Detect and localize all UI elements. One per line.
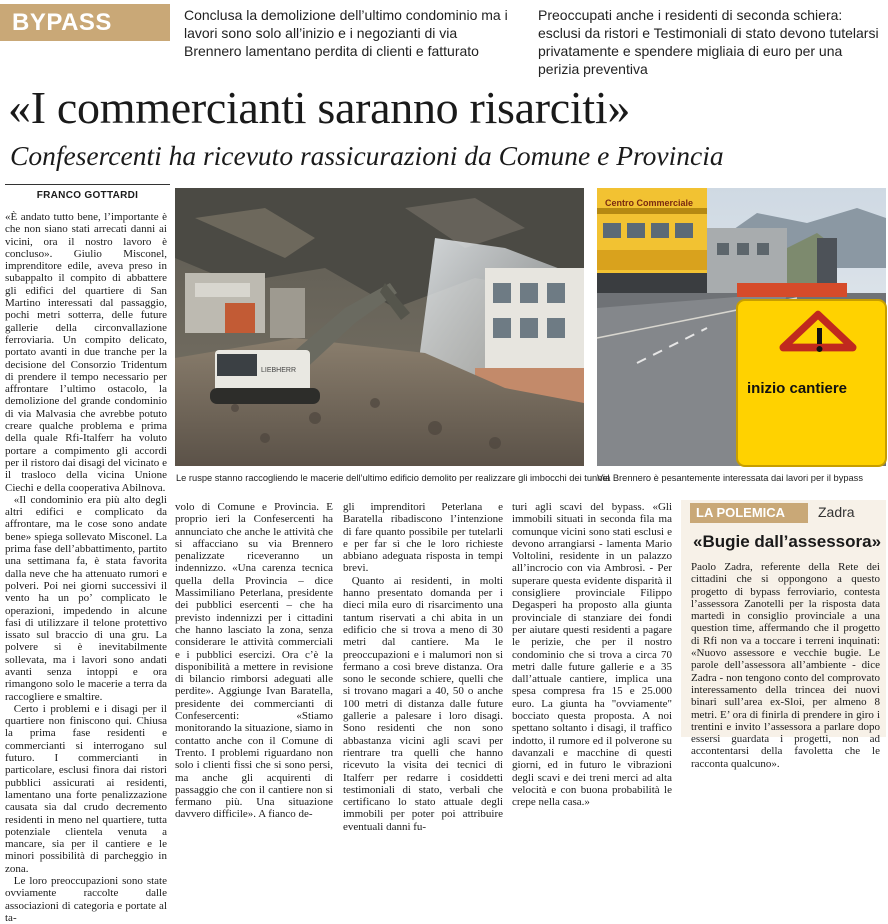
polemica-body [691, 561, 880, 770]
demolition-photo [175, 188, 584, 466]
article-column-3 [343, 501, 503, 833]
paragraph: «È andato tutto bene, l’importante è che non siano stati arrecati danni ai vicini, ora il nostro lavoro è concluso». Giulio Misconel, imprenditore edile, aveva preso in subappalto il compito di abbattere gli edifici del quartiere di San Martino interessati dal passaggio, pochi metri sotterra, delle future gallerie della circonvallazione ferroviaria. Un compito delicato, portato avanti in due tranche per la decisione del Consorzio Tridentum di prendere il tempo necessario per affrontare l’ultimo ostacolo, la demolizione del grande condominio di via Malvasia che avrebbe potuto creare qualche problema e prima della quale Rfi-Italferr ha voluto portare a compimento gli accordi per il ristoro dai disagi del vicinato e il trasloco della vicina Unione Ciechi e della cooperativa Abilnova. [5, 211, 167, 494]
paragraph: turi agli scavi del bypass. «Gli immobili situati in seconda fila ma comunque vicini sono stati esclusi e devono arrangiarsi - lamenta Mario Voltolini, residente in un palazzo all’incrocio con via Ambrosi. - Per superare questa evidente disparità il consigliere provinciale Filippo Degasperi ha proposto alla giunta provinciale di stanziare dei fondi per aiutare questi residenti a pagare le perizie, che per il nostro condominio che si trova a circa 70 metri dalle future gallerie e a 35 dall’attuale cantiere, implica una spesa compresa fra 15 e 25.000 euro. La giunta ha "ovviamente" bocciato questa proposta. A noi spettano soltanto i disagi, il traffico indotto, il rumore ed il polverone su davanzali e macchine di questi giorni, ed in futuro le vibrazioni degli scavi e dei treni merci ad alta velocità e con buona probabilità le crepe nella casa.» [512, 501, 672, 809]
paragraph: volo di Comune e Provincia. E proprio ieri la Confesercenti ha annunciato che anche le attività che si affacciano su via Brennero penalizzate riceveranno un indennizzo. «Una carenza tecnica quella della Provincia – dice Massimiliano Peterlana, presidente dei pubblici esercenti – che ha previsto indennizzi per i cittadini che hanno lasciato la zona, senza considerare le attività commerciali e i pubblici esercizi. Ora c’è la disponibilità a mettere in revisione di bilancio rimborsi adeguati alle perdite». Aggiunge Ivan Baratella, presidente dei commercianti di Confesercenti: «Stiamo monitorando la situazione, siamo in contatto anche con il Comune di Trento. I problemi riguardano non solo i clienti fissi che si sono persi, ma anche gli acquirenti di passaggio che con il cantiere non si fermano più. Una situazione davvero difficile». A fianco de- [175, 501, 333, 821]
article-column-2 [175, 501, 333, 821]
svg-text:Centro Commerciale: Centro Commerciale [605, 198, 694, 208]
photo-left-caption: Le ruspe stanno raccogliendo le macerie dell’ultimo edificio demolito per realizzare gli imbocchi dei tunnel [176, 473, 610, 483]
paragraph: Quanto ai residenti, in molti hanno presentato domanda per i dieci mila euro di risarcimento una tantum riservati a chi abita in un edificio che si trova a meno di 30 metri dal cantiere. Ma le preoccupazioni e i malumori non si fermano a così breve distanza. Ora sono le seconde schiere, quelli che si trovano magari a 40, 50 o anche 100 metri di distanza dalle future gallerie a palesare i loro disagi. Sono residenti che non sono abbastanza vicini agli scavi per rientrare tra quelli che hanno ricevuto la visita dei tecnici di Italferr per redarre i cosiddetti testimoniali di stato, verbali che certificano lo stato attuale degli immobili per poter poi attribuire eventuali danni fu- [343, 574, 503, 833]
deck-right: Preoccupati anche i residenti di seconda schiera: esclusi da ristori e Testimoniali di stato devono tutelarsi privatamente e spendere migliaia di euro per una perizia preventiva [538, 7, 879, 77]
paragraph: Le loro preoccupazioni sono state ovviamente raccolte dalle associazioni di categoria e portate al ta- [5, 875, 167, 924]
subheadline: Confesercenti ha ricevuto rassicurazioni da Comune e Provincia [10, 140, 724, 171]
paragraph: Paolo Zadra, referente della Rete dei cittadini che si oppongono a questo progetto di bypass ferroviario, contesta l’assessora Zanotelli per la risposta data martedì in consiglio provinciale a una question time, affermando che il progetto di Rfi non va a toccare i terreni inquinati: «Nuovo assessore e vecchie bugie. Le parole dell’assessora all’ambiente - dice Zadra - non tengono conto del comprovato interessamento della trincea dei nuovi binari sull’area ex-Sloi, per almeno 8 metri. E’ ora di finirla di prendere in giro i trentini e invito l’assessora a parlare dopo essersi guardata i progetti, non ad accontentarsi della favoletta che le racconta qualcuno». [691, 561, 880, 770]
paragraph: «Il condominio era più alto degli altri edifici e complicato da affrontare, ma le cose sono andate bene» spiega sollevato Misconel. La prima fase dell’abbattimento, partito una settimana fa, è stata favorita dalla neve che ha attenuato rumori e polveri. Poi nei giorni successivi il vento ha un po’ complicato le operazioni, impedendo in alcune fasi di utilizzare il telone protettivo issato sul braccio di una gru. La polvere si è inevitabilmente sollevata, ma i lavori sono andati avanti senza intoppi e ora rimangono solo le macerie a terra da raccogliere e smaltire. [5, 493, 167, 703]
svg-text:LIEBHERR: LIEBHERR [261, 367, 297, 374]
paragraph: gli imprenditori Peterlana e Baratella ribadiscono l’intenzione di fare quanto possibile per tutelarli e per far sì che le loro richieste abbiano adeguata risposta in tempi brevi. [343, 501, 503, 575]
polemica-title: «Bugie dall’assessora» [693, 532, 882, 551]
via-brennero-photo [597, 188, 886, 466]
sign-text: inizio cantiere [747, 380, 848, 397]
paragraph: Certo i problemi e i disagi per il quartiere non finiscono qui. Chiusa la prima fase residenti e commercianti si interrogano sul futuro. I commercianti in particolare, esclusi finora dai ristori pubblici assicurati ai residenti, lamentano una forte penalizzazione causata sia dal crudo decremento residenti in meno nel quartiere, tutta potenziale clientela venuta a mancare, sia per il cantiere e le minori possibilità di parcheggio in zona. [5, 702, 167, 875]
deck-left: Conclusa la demolizione dell’ultimo condominio ma i lavori sono solo all’inizio e i negozianti di via Brennero lamentano perdita di clienti e fatturato [184, 7, 508, 59]
section-tag: BYPASS [0, 4, 170, 41]
photo-right-caption: Via Brennero è pesantemente interessata dai lavori per il bypass [597, 473, 863, 483]
byline-rule [5, 184, 170, 185]
article-column-4 [512, 501, 672, 809]
headline: «I commercianti saranno risarciti» [8, 82, 631, 133]
polemica-tag: LA POLEMICA [690, 503, 808, 523]
article-column-1 [5, 211, 167, 924]
polemica-name: Zadra [818, 504, 855, 520]
byline: FRANCO GOTTARDI [36, 190, 139, 201]
